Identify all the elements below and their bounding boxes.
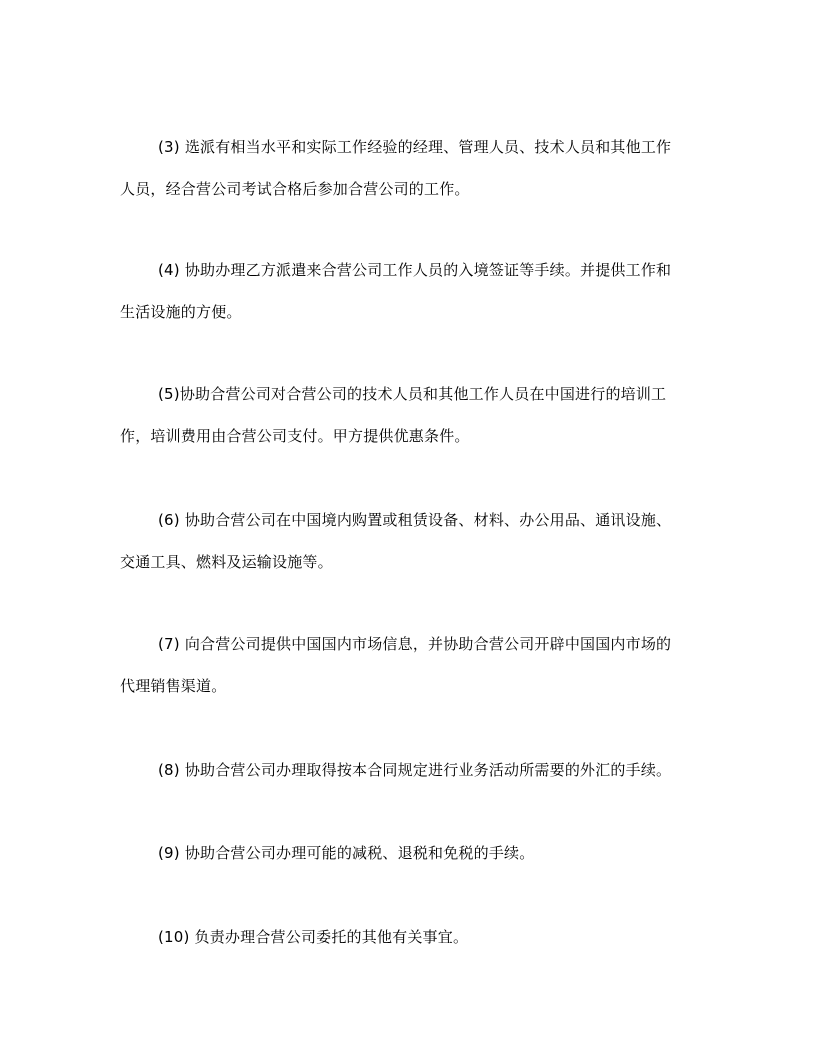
- paragraph-line: (5)协助合营公司对合营公司的技术人员和其他工作人员在中国进行的培训工: [158, 385, 667, 403]
- paragraph-item-6: [120, 509, 698, 573]
- paragraph-line: (7) 向合营公司提供中国国内市场信息，并协助合营公司开辟中国国内市场的: [158, 635, 672, 653]
- paragraph-item-7: [120, 633, 698, 697]
- paragraph-line: (9) 协助合营公司办理可能的减税、退税和免税的手续。: [158, 844, 535, 862]
- paragraph-item-10: [120, 926, 698, 948]
- paragraph-item-9: [120, 842, 698, 864]
- paragraph-line: (8) 协助合营公司办理取得按本合同规定进行业务活动所需要的外汇的手续。: [158, 761, 672, 779]
- paragraph-line: (10) 负责办理合营公司委托的其他有关事宜。: [158, 928, 469, 946]
- paragraph-item-4: [120, 259, 698, 323]
- paragraph-line: 代理销售渠道。: [120, 677, 227, 695]
- paragraph-line: (4) 协助办理乙方派遣来合营公司工作人员的入境签证等手续。并提供工作和: [158, 261, 672, 279]
- paragraph-line: (6) 协助合营公司在中国境内购置或租赁设备、材料、办公用品、通讯设施、: [158, 511, 672, 529]
- paragraph-line: 作，培训费用由合营公司支付。甲方提供优惠条件。: [120, 427, 470, 445]
- paragraph-line: 交通工具、燃料及运输设施等。: [120, 553, 333, 571]
- paragraph-line: 生活设施的方便。: [120, 303, 242, 321]
- paragraph-item-8: [120, 759, 698, 781]
- paragraph-item-5: [120, 383, 698, 447]
- paragraph-line: 人员，经合营公司考试合格后参加合营公司的工作。: [120, 180, 470, 198]
- paragraph-item-3: [120, 136, 698, 200]
- paragraph-line: (3) 选派有相当水平和实际工作经验的经理、管理人员、技术人员和其他工作: [158, 138, 672, 156]
